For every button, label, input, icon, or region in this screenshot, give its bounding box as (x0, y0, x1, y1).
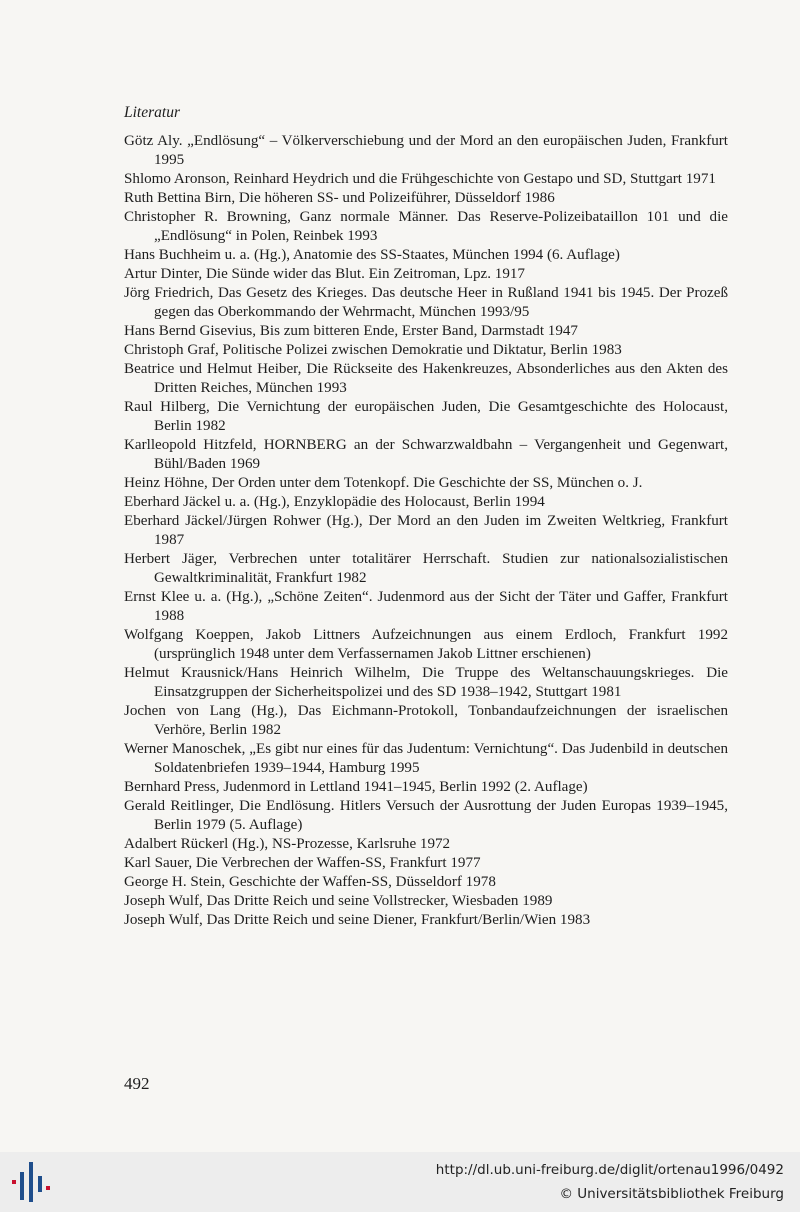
reference-entry: Wolfgang Koeppen, Jakob Littners Aufzeichnungen aus einem Erdloch, Frankfurt 1992 (ursprünglich 1948 unter dem Verfassernamen Jakob Littner erschienen) (124, 627, 728, 662)
copyright-notice: © Universitätsbibliothek Freiburg (559, 1186, 784, 1202)
reference-entry: Eberhard Jäckel/Jürgen Rohwer (Hg.), Der Mord an den Juden im Zweiten Weltkrieg, Frankfurt 1987 (124, 513, 728, 548)
reference-entry: Raul Hilberg, Die Vernichtung der europäischen Juden, Die Gesamtgeschichte des Holocaust, Berlin 1982 (124, 399, 728, 434)
reference-entry: Shlomo Aronson, Reinhard Heydrich und die Frühgeschichte von Gestapo und SD, Stuttgart 1971 (124, 171, 716, 187)
reference-entry: Christoph Graf, Politische Polizei zwischen Demokratie und Diktatur, Berlin 1983 (124, 342, 622, 358)
reference-entry: Jochen von Lang (Hg.), Das Eichmann-Protokoll, Tonbandaufzeichnungen der israelischen Verhöre, Berlin 1982 (124, 703, 728, 738)
reference-entry: George H. Stein, Geschichte der Waffen-SS, Düsseldorf 1978 (124, 874, 496, 890)
reference-entry: Karlleopold Hitzfeld, HORNBERG an der Schwarzwaldbahn – Vergangenheit und Gegenwart, Bühl/Baden 1969 (124, 437, 728, 472)
source-url-link[interactable]: http://dl.ub.uni-freiburg.de/diglit/ortenau1996/0492 (435, 1162, 784, 1178)
viewer-footer (0, 1152, 800, 1212)
reference-entry: Götz Aly. „Endlösung“ – Völkerverschiebung und der Mord an den europäischen Juden, Frankfurt 1995 (124, 133, 728, 168)
reference-entry: Bernhard Press, Judenmord in Lettland 1941–1945, Berlin 1992 (2. Auflage) (124, 779, 588, 795)
reference-entry: Herbert Jäger, Verbrechen unter totalitärer Herrschaft. Studien zur nationalsozialistischen Gewaltkriminalität, Frankfurt 1982 (124, 551, 728, 586)
reference-entry: Hans Buchheim u. a. (Hg.), Anatomie des SS-Staates, München 1994 (6. Auflage) (124, 247, 620, 263)
reference-entry: Adalbert Rückerl (Hg.), NS-Prozesse, Karlsruhe 1972 (124, 836, 451, 852)
reference-entry: Artur Dinter, Die Sünde wider das Blut. Ein Zeitroman, Lpz. 1917 (124, 266, 525, 282)
section-heading: Literatur (124, 104, 180, 121)
reference-entry: Helmut Krausnick/Hans Heinrich Wilhelm, Die Truppe des Weltanschauungskrieges. Die Einsatzgruppen der Sicherheitspolizei und des SD 1938–1942, Stuttgart 1981 (124, 665, 728, 700)
reference-entry: Christopher R. Browning, Ganz normale Männer. Das Reserve-Polizeibataillon 101 und die „Endlösung“ in Polen, Reinbek 1993 (124, 209, 728, 244)
reference-entry: Heinz Höhne, Der Orden unter dem Totenkopf. Die Geschichte der SS, München o. J. (124, 475, 643, 491)
reference-entry: Jörg Friedrich, Das Gesetz des Krieges. Das deutsche Heer in Rußland 1941 bis 1945. Der Prozeß gegen das Oberkommando der Wehrmacht, München 1993/95 (124, 285, 728, 320)
ub-freiburg-logo-icon (8, 1160, 52, 1204)
reference-entry: Eberhard Jäckel u. a. (Hg.), Enzyklopädie des Holocaust, Berlin 1994 (124, 494, 545, 510)
reference-list (124, 132, 728, 930)
reference-entry: Ruth Bettina Birn, Die höheren SS- und Polizeiführer, Düsseldorf 1986 (124, 190, 555, 206)
page-number: 492 (124, 1074, 150, 1093)
reference-entry: Gerald Reitlinger, Die Endlösung. Hitlers Versuch der Ausrottung der Juden Europas 1939–1945, Berlin 1979 (5. Auflage) (124, 798, 728, 833)
reference-entry: Ernst Klee u. a. (Hg.), „Schöne Zeiten“. Judenmord aus der Sicht der Täter und Gaffer, Frankfurt 1988 (124, 589, 728, 624)
reference-entry: Joseph Wulf, Das Dritte Reich und seine Vollstrecker, Wiesbaden 1989 (124, 893, 553, 909)
reference-entry: Beatrice und Helmut Heiber, Die Rückseite des Hakenkreuzes, Absonderliches aus den Akten des Dritten Reiches, München 1993 (124, 361, 728, 396)
reference-entry: Werner Manoschek, „Es gibt nur eines für das Judentum: Vernichtung“. Das Judenbild in deutschen Soldatenbriefen 1939–1944, Hamburg 1995 (124, 741, 728, 776)
reference-entry: Hans Bernd Gisevius, Bis zum bitteren Ende, Erster Band, Darmstadt 1947 (124, 323, 578, 339)
reference-entry: Karl Sauer, Die Verbrechen der Waffen-SS, Frankfurt 1977 (124, 855, 481, 871)
reference-entry: Joseph Wulf, Das Dritte Reich und seine Diener, Frankfurt/Berlin/Wien 1983 (124, 912, 591, 928)
